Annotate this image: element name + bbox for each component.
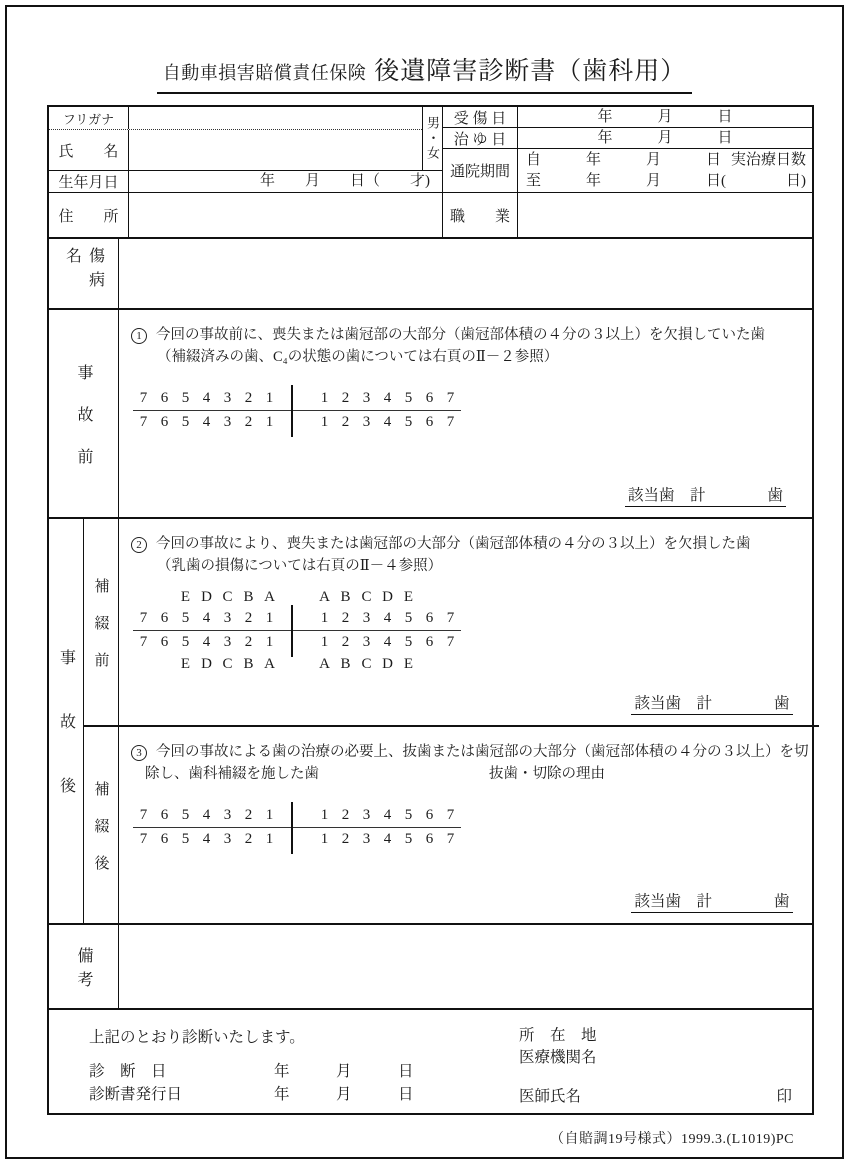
sex-label: 男・女 (425, 116, 440, 161)
visit-to-line (526, 171, 806, 192)
remarks-block (49, 923, 812, 1008)
section2-line2: （乳歯の損傷については右頁のⅡ－４参照） (157, 557, 443, 574)
injury-right-area (443, 107, 812, 237)
upper-right-quadrant: 1 2 3 4 5 6 7 (320, 389, 455, 406)
upper-left-quadrant: 7 6 5 4 3 2 1 (139, 389, 274, 406)
seal-label: 印 (776, 1088, 792, 1105)
visit-period-label: 通院期間 (443, 149, 518, 192)
lower-left-quadrant: 7 6 5 4 3 2 1 (139, 831, 274, 847)
applicable-teeth-total: 該当歯 計 歯 (631, 691, 792, 715)
issue-date-field: 年 月 日 (274, 1086, 414, 1103)
birthdate-row (49, 171, 442, 193)
birthdate-label: 生年月日 (49, 171, 129, 192)
lower-deciduous-row (133, 655, 461, 674)
section1-text: 今回の事故前に、喪失または歯冠部の大部分（歯冠部体積の４分の３以上）を欠損していた歯 (156, 327, 765, 343)
title-document-name: 後遺障害診断書（歯科用） (374, 58, 687, 85)
disease-name-block (49, 237, 812, 308)
diagnosis-date-row (89, 1060, 519, 1083)
disease-name-label: 傷病名 (49, 239, 119, 308)
circled-number-3-icon: 3 (131, 745, 147, 761)
after-accident-right (84, 519, 819, 923)
remarks-label: 備考 (49, 925, 119, 1008)
form-number-footer: （自賠調19号様式）1999.3.(L1019)PC (550, 1132, 794, 1147)
form-sheet (5, 5, 844, 1159)
tooth-chart-before-accident (133, 387, 461, 435)
tooth-chart-digits (133, 607, 461, 655)
birthdate-field: 年 月 日（ 才) (260, 173, 430, 189)
lower-right-deciduous: A B C D E (319, 655, 414, 672)
treatment-days-label: 実治療日数 (730, 152, 806, 168)
upper-left-quadrant: 7 6 5 4 3 2 1 (139, 609, 274, 626)
section3-paragraph (131, 742, 809, 786)
upper-left-deciduous: E D C B A (180, 588, 275, 605)
doctor-name-row (519, 1085, 792, 1108)
lower-right-quadrant: 1 2 3 4 5 6 7 (320, 414, 455, 430)
diagnosis-date-field: 年 月 日 (274, 1063, 414, 1080)
tooth-chart-digits (133, 804, 461, 852)
visit-period-field (518, 149, 812, 192)
visit-period-row (443, 149, 812, 193)
extraction-reason-label: 抜歯・切除の理由 (489, 765, 605, 782)
address-row (49, 193, 442, 237)
upper-deciduous-row (133, 588, 461, 607)
remarks-field (119, 925, 812, 1008)
institution-label: 医療機関名 (519, 1049, 597, 1066)
issue-date-label: 診断書発行日 (89, 1086, 183, 1103)
visit-from-line (526, 150, 806, 171)
circled-number-1-icon: 1 (131, 328, 147, 344)
furigana-field (129, 107, 422, 129)
tooth-chart-post-prosthesis (133, 804, 461, 852)
diagnosis-statement: 上記のとおり診断いたします。 (89, 1029, 305, 1046)
occupation-row (443, 193, 812, 237)
after-accident-section (49, 517, 812, 923)
tooth-chart-midline (291, 385, 293, 437)
section2-text: 今回の事故により、喪失または歯冠部の大部分（歯冠部体積の４分の３以上）を欠損した歯 (156, 536, 751, 552)
section2-paragraph (131, 534, 809, 578)
signature-block (49, 1008, 812, 1113)
lower-teeth-row (133, 411, 461, 435)
section2-line1 (131, 534, 809, 556)
lower-right-quadrant: 1 2 3 4 5 6 7 (320, 831, 455, 847)
tooth-chart-midline (291, 605, 293, 657)
name-rows (49, 107, 442, 171)
section1-paragraph (131, 325, 802, 369)
upper-teeth-row (133, 607, 461, 631)
pre-prosthesis-label: 補綴前 (84, 519, 119, 725)
upper-right-deciduous: A B C D E (319, 588, 414, 605)
name-row (49, 130, 422, 170)
doctor-name-label: 医師氏名 (519, 1088, 582, 1105)
upper-left-quadrant: 7 6 5 4 3 2 1 (139, 806, 274, 823)
pre-prosthesis-body (119, 519, 819, 725)
section3-line2 (131, 764, 809, 786)
lower-left-quadrant: 7 6 5 4 3 2 1 (139, 414, 274, 430)
upper-right-quadrant: 1 2 3 4 5 6 7 (320, 806, 455, 823)
patient-left-area (49, 107, 443, 237)
heal-date-field: 年 月 日 (597, 130, 733, 146)
name-field (129, 130, 422, 170)
tooth-chart-digits (133, 387, 461, 435)
address-field (129, 193, 442, 237)
after-accident-label: 事故後 (49, 519, 84, 923)
lower-left-deciduous: E D C B A (180, 655, 275, 672)
upper-teeth-row (133, 804, 461, 828)
section1-line2: （補綴済みの歯、C₄の状態の歯については右頁のⅡ－２参照） (157, 348, 559, 365)
post-prosthesis-body (119, 727, 819, 923)
section3-line1 (131, 742, 809, 764)
address-label: 住 所 (49, 193, 129, 237)
visit-to-text: 至 年 月 日( 日) (526, 173, 806, 189)
section3-text-cont: 除し、歯科補綴を施した歯 (145, 765, 319, 782)
tooth-chart-pre-prosthesis (133, 588, 461, 674)
before-accident-body (119, 310, 812, 517)
disease-name-field (119, 239, 812, 308)
section3-text: 今回の事故による歯の治療の必要上、抜歯または歯冠部の大部分（歯冠部体積の４分の３以上）を切 (156, 744, 809, 760)
upper-teeth-row (133, 387, 461, 411)
patient-info-block (49, 107, 812, 237)
form-title-underline (157, 51, 693, 94)
title-insurance-name: 自動車損害賠償責任保険 (162, 63, 367, 83)
lower-teeth-row (133, 828, 461, 852)
signature-left (89, 1025, 519, 1105)
name-rows-main (49, 107, 423, 170)
furigana-row (49, 107, 422, 130)
injury-date-field: 年 月 日 (597, 109, 733, 125)
visit-from-text: 自 年 月 日 (526, 152, 722, 168)
main-form-table (47, 105, 814, 1115)
occupation-label: 職 業 (443, 193, 518, 237)
signature-right (519, 1025, 792, 1105)
post-prosthesis-label: 補綴後 (84, 727, 119, 923)
issue-date-row (89, 1083, 519, 1106)
lower-teeth-row (133, 631, 461, 655)
location-label: 所 在 地 (519, 1027, 597, 1044)
heal-date-row (443, 128, 812, 149)
name-label: 氏 名 (49, 130, 129, 170)
applicable-teeth-total: 該当歯 計 歯 (625, 483, 786, 507)
occupation-field (518, 193, 812, 237)
applicable-teeth-total: 該当歯 計 歯 (631, 889, 792, 913)
injury-date-row (443, 107, 812, 128)
tooth-chart-midline (291, 802, 293, 854)
heal-date-label: 治 ゆ 日 (443, 128, 518, 148)
pre-prosthesis-section (84, 519, 819, 727)
before-accident-section (49, 308, 812, 517)
furigana-label: フリガナ (49, 107, 129, 129)
post-prosthesis-section (84, 727, 819, 923)
circled-number-2-icon: 2 (131, 537, 147, 553)
injury-date-label: 受 傷 日 (443, 107, 518, 127)
lower-left-quadrant: 7 6 5 4 3 2 1 (139, 634, 274, 650)
lower-right-quadrant: 1 2 3 4 5 6 7 (320, 634, 455, 650)
diagnosis-date-label: 診 断 日 (89, 1063, 167, 1080)
form-title (7, 51, 842, 94)
section1-line1 (131, 325, 802, 347)
before-accident-label: 事故前 (49, 310, 119, 517)
upper-right-quadrant: 1 2 3 4 5 6 7 (320, 609, 455, 626)
